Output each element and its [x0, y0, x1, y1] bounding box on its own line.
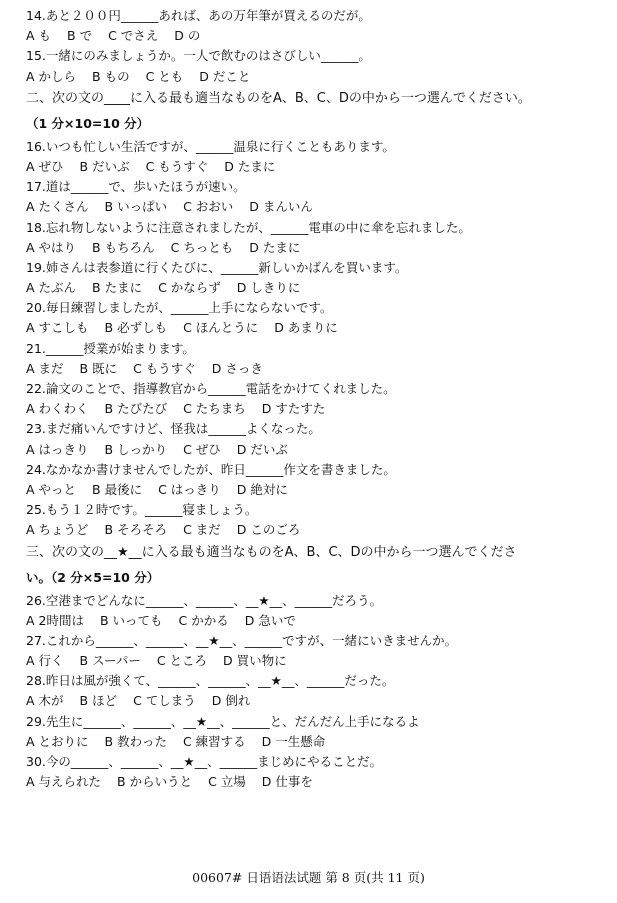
option-a: A やはり — [26, 239, 77, 255]
option-a: A 行く — [26, 653, 64, 669]
option-b: B いっぱい — [104, 199, 168, 215]
option-a: A やっと — [26, 481, 77, 497]
option-a: A たぶん — [26, 280, 77, 296]
option-a: A ちょうど — [26, 522, 89, 538]
answer-options — [26, 691, 611, 711]
question-text: 18.忘れ物しないように注意されましたが、______電車の中に傘を忘れました。 — [26, 219, 471, 235]
section-heading: 二、次の文の____に入る最も適当なものをA、B、C、Dの中から一つ選んでください。 — [26, 90, 531, 106]
option-c: C 練習する — [182, 733, 246, 749]
section-score: （1 分×10=10 分） — [26, 115, 150, 131]
option-a: A たくさん — [26, 199, 89, 215]
option-a: A はっきり — [26, 441, 89, 457]
option-d: D たまに — [249, 239, 301, 255]
option-c: C まだ — [183, 522, 221, 538]
option-b: B だいぶ — [79, 158, 130, 174]
option-d: D だいぶ — [236, 441, 288, 457]
option-a: A かしら — [26, 68, 77, 84]
option-b: B いっても — [99, 612, 163, 628]
option-a: A ぜひ — [26, 158, 64, 174]
answer-options — [26, 26, 611, 46]
answer-options — [26, 651, 611, 671]
option-d: D しきりに — [236, 280, 301, 296]
option-c: C とも — [145, 68, 184, 84]
question-text: 29.先生に______、______、__★__、______と、だんだん上手になるよ — [26, 713, 420, 729]
answer-options — [26, 480, 611, 500]
question-text: 21.______授業が始まります。 — [26, 340, 195, 356]
option-d: D たまに — [224, 158, 276, 174]
option-b: B で — [67, 28, 93, 44]
option-b: B 既に — [79, 360, 118, 376]
question-text: 16.いつも忙しい生活ですが、______温泉に行くこともあります。 — [26, 138, 395, 154]
answer-options — [26, 318, 611, 338]
question-text: 22.論文のことで、指導教官から______電話をかけてくれました。 — [26, 381, 396, 396]
option-a: A 2時間は — [26, 612, 84, 628]
option-b: B たまに — [92, 280, 143, 296]
option-d: D の — [174, 28, 201, 44]
option-c: C かかる — [178, 612, 229, 628]
question-text: 17.道は______で、歩いたほうが速い。 — [26, 179, 246, 195]
section-heading: 三、次の文の__★__に入る最も適当なものをA、B、C、Dの中から一つ選んでくださ — [26, 544, 517, 560]
option-d: D だこと — [199, 68, 251, 84]
question-text: 27.これから______、______、__★__、______ですが、一緒にいきませんか。 — [26, 632, 458, 648]
answer-options — [26, 772, 611, 792]
option-b: B 最後に — [92, 481, 143, 497]
option-d: D すたすた — [261, 401, 326, 417]
option-b: B 教わった — [104, 733, 167, 749]
option-a: A わくわく — [26, 401, 89, 417]
option-c: C ぜひ — [183, 441, 221, 457]
option-a: A まだ — [26, 360, 64, 376]
answer-options — [26, 732, 611, 752]
answer-options — [26, 238, 611, 258]
question-text: 23.まだ痛いんですけど、怪我は______よくなった。 — [26, 421, 321, 437]
option-b: B からいうと — [117, 774, 193, 790]
answer-options — [26, 611, 611, 631]
option-c: C もうすぐ — [145, 158, 209, 174]
option-c: C ちっとも — [170, 239, 234, 255]
option-c: C おおい — [183, 199, 234, 215]
option-d: D 倒れ — [211, 693, 251, 709]
answer-options — [26, 359, 611, 379]
exam-content — [26, 6, 611, 792]
option-c: C もうすぐ — [133, 360, 196, 376]
option-b: B しっかり — [104, 441, 168, 457]
option-c: C てしまう — [133, 693, 196, 709]
option-d: D あまりに — [274, 320, 338, 336]
question-text: 30.今の______、______、__★__、______まじめにやることだ。 — [26, 754, 383, 769]
option-a: A 与えられた — [26, 774, 102, 790]
question-text: 26.空港までどんなに______、______、__★__、______だろう。 — [26, 592, 383, 608]
option-d: D このごろ — [236, 522, 301, 538]
answer-options — [26, 440, 611, 460]
option-a: A も — [26, 28, 52, 44]
page-footer: 00607# 日语语法试题 第 8 页(共 11 页) — [192, 870, 425, 885]
question-text: 19.姉さんは表参道に行くたびに、______新しいかばんを買います。 — [26, 259, 408, 275]
option-a: A すこしも — [26, 320, 89, 336]
option-c: C 立場 — [208, 774, 246, 790]
option-d: D さっき — [211, 360, 263, 376]
option-c: C でさえ — [108, 28, 159, 44]
option-d: D 急いで — [244, 612, 296, 628]
option-b: B もの — [92, 68, 130, 84]
option-d: D 買い物に — [223, 653, 287, 669]
option-c: C かならず — [158, 280, 221, 296]
option-d: D 一生懸命 — [261, 733, 326, 749]
option-c: C ところ — [156, 653, 208, 669]
option-d: D 仕事を — [261, 774, 313, 790]
answer-options — [26, 67, 611, 87]
option-a: A 木が — [26, 693, 64, 709]
option-b: B もちろん — [92, 239, 155, 255]
answer-options — [26, 399, 611, 419]
option-b: B 必ずしも — [104, 320, 168, 336]
question-text: 14.あと２００円______あれば、あの万年筆が買えるのだが。 — [26, 8, 371, 23]
option-a: A とおりに — [26, 733, 89, 749]
question-text: 28.昨日は風が強くて、______、______、__★__、______だった。 — [26, 673, 395, 689]
question-text: 25.もう１２時です。______寝ましょう。 — [26, 502, 258, 518]
answer-options — [26, 197, 611, 217]
option-b: B たびたび — [104, 401, 168, 417]
question-text: 24.なかなか書けませんでしたが、昨日______作文を書きました。 — [26, 461, 396, 477]
option-d: D 絶対に — [236, 481, 288, 497]
answer-options — [26, 278, 611, 298]
question-text: 15.一緒にのみましょうか。一人で飲むのはさびしい______。 — [26, 48, 371, 64]
question-text: 20.毎日練習しましたが、______上手にならないです。 — [26, 300, 333, 316]
answer-options — [26, 157, 611, 177]
answer-options — [26, 520, 611, 540]
option-b: B そろそろ — [104, 522, 168, 538]
option-d: D まんいん — [249, 199, 313, 215]
option-c: C たちまち — [183, 401, 246, 417]
option-c: C はっきり — [158, 481, 221, 497]
section-score: い。（2 分×5=10 分） — [26, 569, 160, 585]
option-b: B スーパー — [79, 653, 141, 669]
option-c: C ほんとうに — [183, 320, 259, 336]
option-b: B ほど — [79, 693, 118, 709]
